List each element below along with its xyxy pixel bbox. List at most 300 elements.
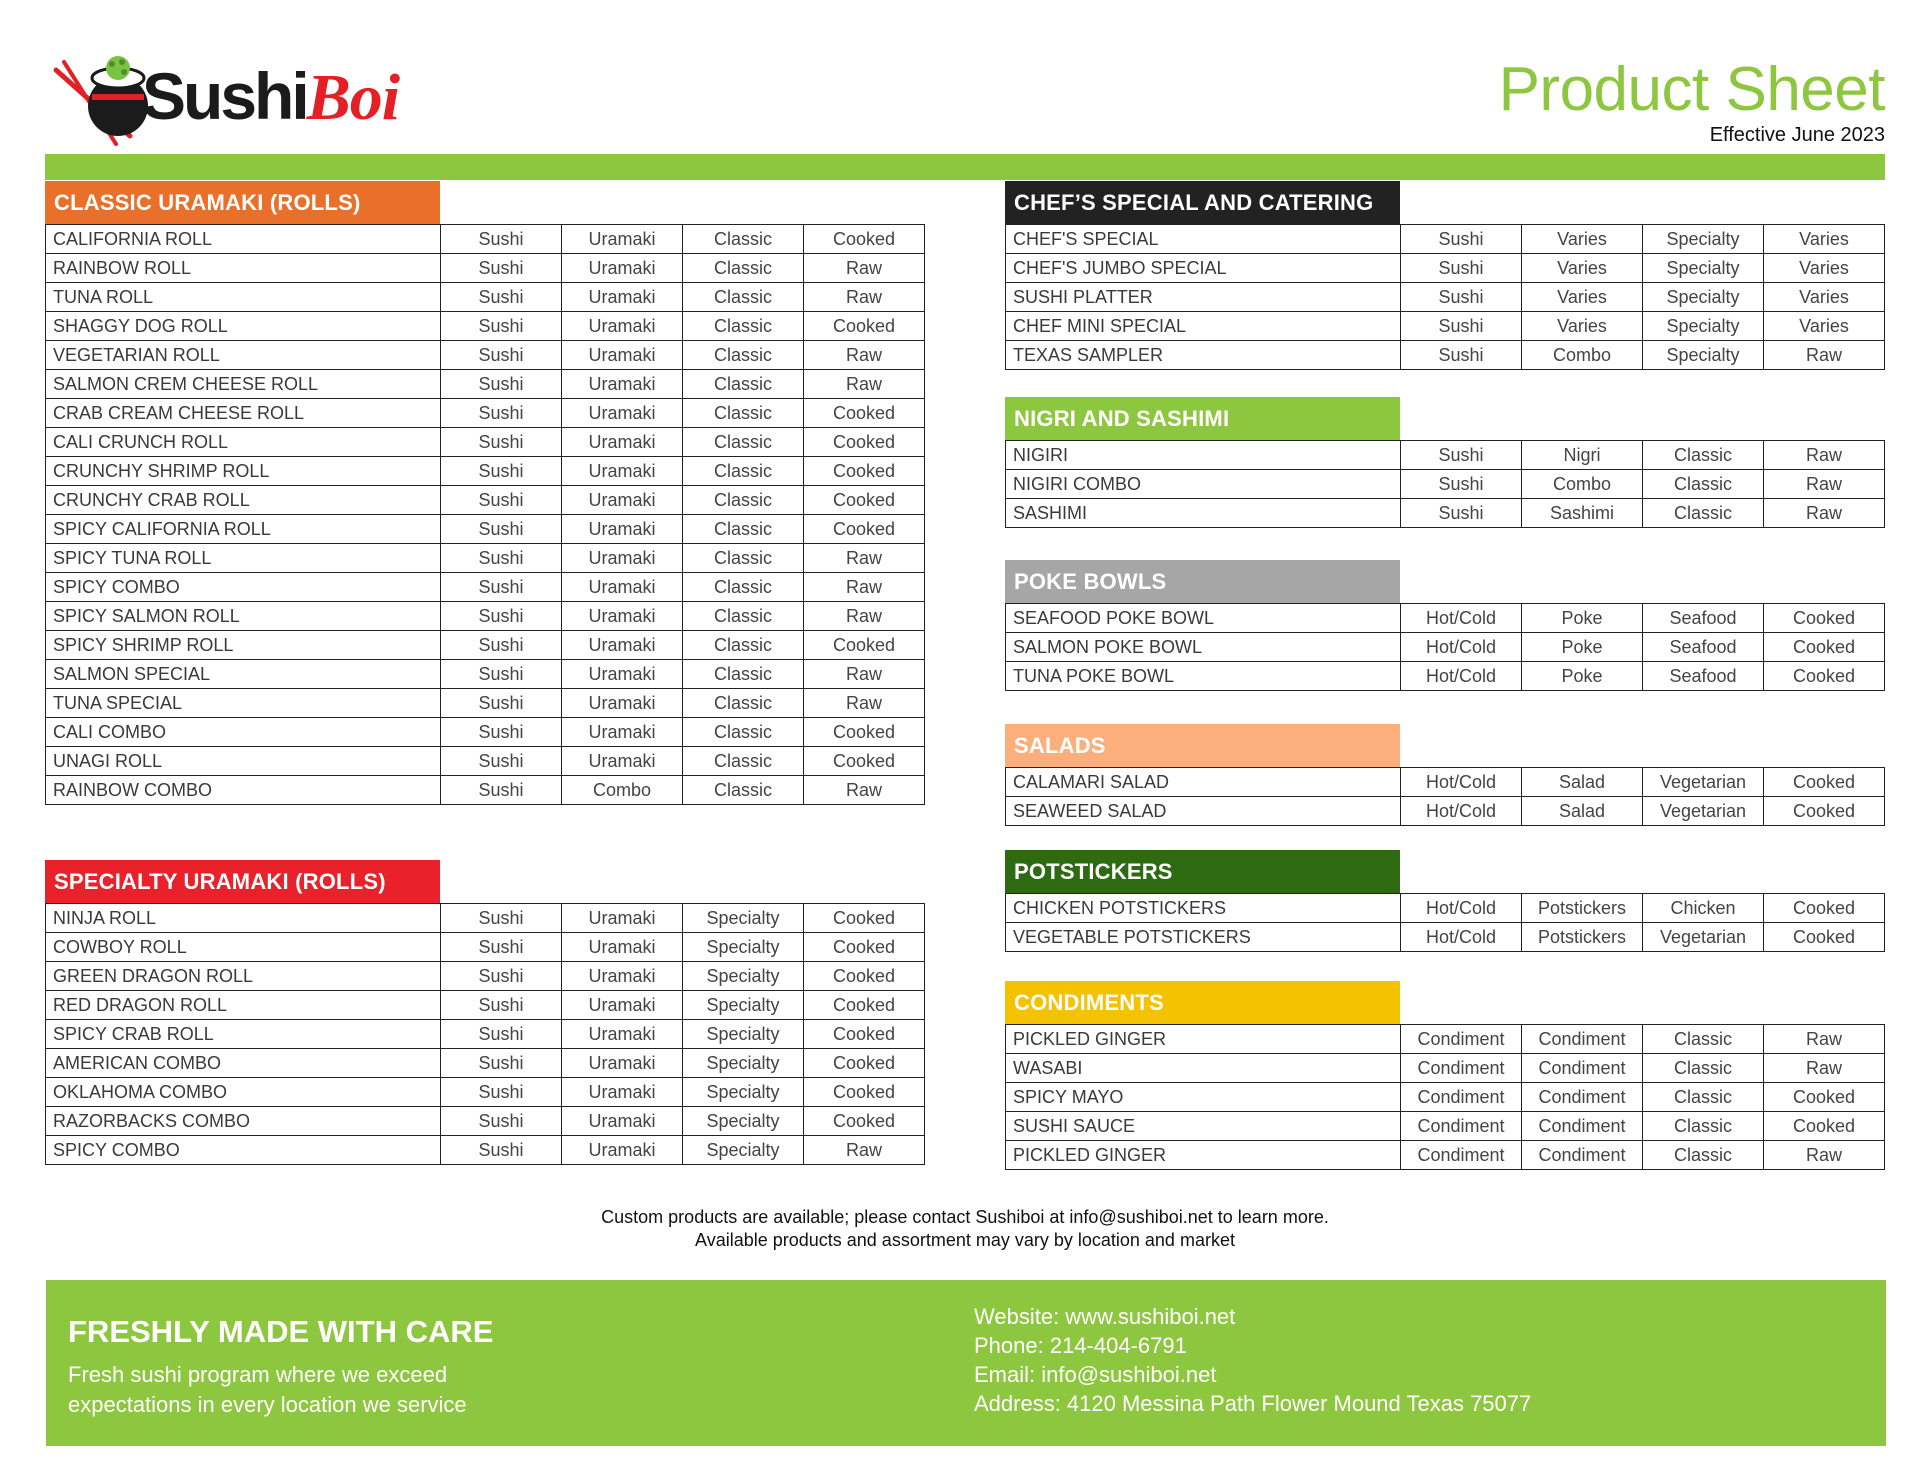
attribute-cell: Sushi: [441, 312, 562, 341]
attribute-cell: Varies: [1764, 254, 1885, 283]
attribute-cell: Cooked: [804, 515, 925, 544]
attribute-cell: Poke: [1522, 604, 1643, 633]
attribute-cell: Vegetarian: [1643, 768, 1764, 797]
attribute-cell: Classic: [1643, 1054, 1764, 1083]
attribute-cell: Classic: [1643, 1083, 1764, 1112]
effective-date: Effective June 2023: [1709, 124, 1885, 146]
product-name-cell: SUSHI PLATTER: [1006, 283, 1401, 312]
product-name-cell: AMERICAN COMBO: [46, 1049, 441, 1078]
attribute-cell: Uramaki: [562, 515, 683, 544]
attribute-cell: Uramaki: [562, 457, 683, 486]
section-nigiri-sashimi: [1005, 397, 1885, 528]
product-name-cell: SEAFOOD POKE BOWL: [1006, 604, 1401, 633]
attribute-cell: Raw: [804, 1136, 925, 1165]
table-row: [46, 225, 925, 254]
attribute-cell: Uramaki: [562, 689, 683, 718]
attribute-cell: Classic: [1643, 1112, 1764, 1141]
attribute-cell: Cooked: [804, 399, 925, 428]
table-row: [1006, 254, 1885, 283]
attribute-cell: Sushi: [441, 631, 562, 660]
product-name-cell: NINJA ROLL: [46, 904, 441, 933]
attribute-cell: Uramaki: [562, 747, 683, 776]
attribute-cell: Varies: [1522, 225, 1643, 254]
table-row: [46, 1020, 925, 1049]
product-name-cell: RAZORBACKS COMBO: [46, 1107, 441, 1136]
attribute-cell: Condiment: [1401, 1141, 1522, 1170]
attribute-cell: Condiment: [1522, 1112, 1643, 1141]
product-name-cell: SALMON POKE BOWL: [1006, 633, 1401, 662]
attribute-cell: Classic: [683, 370, 804, 399]
attribute-cell: Sushi: [441, 399, 562, 428]
attribute-cell: Cooked: [804, 1107, 925, 1136]
product-name-cell: CHICKEN POTSTICKERS: [1006, 894, 1401, 923]
section-classic-uramaki: [45, 181, 925, 805]
product-name-cell: CALI COMBO: [46, 718, 441, 747]
attribute-cell: Uramaki: [562, 631, 683, 660]
attribute-cell: Cooked: [804, 904, 925, 933]
attribute-cell: Sushi: [1401, 341, 1522, 370]
attribute-cell: Varies: [1764, 283, 1885, 312]
product-name-cell: SASHIMI: [1006, 499, 1401, 528]
table-row: [46, 457, 925, 486]
attribute-cell: Condiment: [1401, 1054, 1522, 1083]
attribute-cell: Sushi: [441, 341, 562, 370]
table-row: [1006, 283, 1885, 312]
product-table: [1005, 1024, 1885, 1170]
table-row: [46, 486, 925, 515]
table-row: [46, 776, 925, 805]
attribute-cell: Classic: [683, 631, 804, 660]
attribute-cell: Classic: [1643, 470, 1764, 499]
footer-email: Email: info@sushiboi.net: [974, 1362, 1217, 1387]
attribute-cell: Potstickers: [1522, 923, 1643, 952]
attribute-cell: Sushi: [441, 370, 562, 399]
section-potstickers: [1005, 850, 1885, 952]
attribute-cell: Varies: [1764, 312, 1885, 341]
attribute-cell: Sushi: [1401, 225, 1522, 254]
attribute-cell: Cooked: [804, 225, 925, 254]
attribute-cell: Sushi: [441, 991, 562, 1020]
attribute-cell: Sushi: [1401, 441, 1522, 470]
attribute-cell: Cooked: [804, 1078, 925, 1107]
section-title: POTSTICKERS: [1005, 850, 1400, 893]
attribute-cell: Varies: [1522, 312, 1643, 341]
attribute-cell: Uramaki: [562, 544, 683, 573]
attribute-cell: Uramaki: [562, 225, 683, 254]
table-row: [46, 933, 925, 962]
attribute-cell: Classic: [683, 718, 804, 747]
attribute-cell: Uramaki: [562, 991, 683, 1020]
attribute-cell: Sushi: [441, 1020, 562, 1049]
footer-contact: [974, 1302, 1531, 1418]
table-row: [1006, 894, 1885, 923]
attribute-cell: Sushi: [441, 283, 562, 312]
attribute-cell: Varies: [1522, 254, 1643, 283]
footer-tagline-line-2: expectations in every location we service: [68, 1392, 467, 1417]
product-name-cell: CALI CRUNCH ROLL: [46, 428, 441, 457]
attribute-cell: Sushi: [441, 962, 562, 991]
table-row: [1006, 1025, 1885, 1054]
attribute-cell: Hot/Cold: [1401, 633, 1522, 662]
attribute-cell: Condiment: [1401, 1083, 1522, 1112]
attribute-cell: Potstickers: [1522, 894, 1643, 923]
brand-logo: [52, 48, 412, 158]
attribute-cell: Sushi: [441, 457, 562, 486]
product-table: [1005, 893, 1885, 952]
attribute-cell: Sushi: [441, 254, 562, 283]
section-title: NIGRI AND SASHIMI: [1005, 397, 1400, 440]
table-row: [1006, 923, 1885, 952]
table-row: [46, 1107, 925, 1136]
attribute-cell: Poke: [1522, 633, 1643, 662]
attribute-cell: Classic: [683, 660, 804, 689]
product-name-cell: TUNA ROLL: [46, 283, 441, 312]
attribute-cell: Nigri: [1522, 441, 1643, 470]
attribute-cell: Specialty: [683, 962, 804, 991]
attribute-cell: Classic: [683, 399, 804, 428]
attribute-cell: Classic: [1643, 499, 1764, 528]
product-name-cell: VEGETARIAN ROLL: [46, 341, 441, 370]
attribute-cell: Specialty: [683, 904, 804, 933]
attribute-cell: Classic: [1643, 1141, 1764, 1170]
product-name-cell: TEXAS SAMPLER: [1006, 341, 1401, 370]
product-name-cell: CHEF MINI SPECIAL: [1006, 312, 1401, 341]
product-name-cell: CRUNCHY CRAB ROLL: [46, 486, 441, 515]
attribute-cell: Seafood: [1643, 662, 1764, 691]
table-row: [46, 1136, 925, 1165]
attribute-cell: Classic: [683, 602, 804, 631]
attribute-cell: Condiment: [1401, 1112, 1522, 1141]
attribute-cell: Cooked: [1764, 768, 1885, 797]
product-name-cell: TUNA SPECIAL: [46, 689, 441, 718]
attribute-cell: Classic: [683, 457, 804, 486]
table-row: [46, 254, 925, 283]
attribute-cell: Uramaki: [562, 1020, 683, 1049]
product-name-cell: SPICY COMBO: [46, 1136, 441, 1165]
attribute-cell: Uramaki: [562, 370, 683, 399]
attribute-cell: Uramaki: [562, 341, 683, 370]
section-title: SALADS: [1005, 724, 1400, 767]
table-row: [46, 689, 925, 718]
table-row: [1006, 312, 1885, 341]
attribute-cell: Sushi: [441, 660, 562, 689]
footer-tagline: [68, 1360, 588, 1420]
attribute-cell: Sushi: [441, 747, 562, 776]
attribute-cell: Varies: [1522, 283, 1643, 312]
attribute-cell: Classic: [683, 283, 804, 312]
attribute-cell: Raw: [804, 341, 925, 370]
attribute-cell: Vegetarian: [1643, 797, 1764, 826]
attribute-cell: Hot/Cold: [1401, 768, 1522, 797]
attribute-cell: Sushi: [1401, 283, 1522, 312]
product-name-cell: RAINBOW ROLL: [46, 254, 441, 283]
product-name-cell: SPICY SALMON ROLL: [46, 602, 441, 631]
table-row: [1006, 768, 1885, 797]
attribute-cell: Sashimi: [1522, 499, 1643, 528]
notes-line-1: Custom products are available; please contact Sushiboi at info@sushiboi.net to learn more.: [601, 1207, 1329, 1227]
attribute-cell: Hot/Cold: [1401, 662, 1522, 691]
attribute-cell: Raw: [1764, 1141, 1885, 1170]
product-name-cell: CHEF'S SPECIAL: [1006, 225, 1401, 254]
section-chefs-special: [1005, 181, 1885, 370]
attribute-cell: Varies: [1764, 225, 1885, 254]
table-row: [1006, 341, 1885, 370]
table-row: [46, 370, 925, 399]
attribute-cell: Uramaki: [562, 1078, 683, 1107]
attribute-cell: Chicken: [1643, 894, 1764, 923]
attribute-cell: Combo: [562, 776, 683, 805]
attribute-cell: Specialty: [683, 1078, 804, 1107]
attribute-cell: Raw: [804, 689, 925, 718]
product-table: [1005, 224, 1885, 370]
attribute-cell: Cooked: [1764, 633, 1885, 662]
table-row: [46, 718, 925, 747]
section-title: SPECIALTY URAMAKI (ROLLS): [45, 860, 440, 903]
product-name-cell: PICKLED GINGER: [1006, 1141, 1401, 1170]
table-row: [46, 1078, 925, 1107]
product-table: [45, 224, 925, 805]
attribute-cell: Cooked: [1764, 923, 1885, 952]
attribute-cell: Condiment: [1401, 1025, 1522, 1054]
attribute-cell: Specialty: [683, 1049, 804, 1078]
attribute-cell: Sushi: [1401, 470, 1522, 499]
product-name-cell: CRAB CREAM CHEESE ROLL: [46, 399, 441, 428]
attribute-cell: Raw: [1764, 470, 1885, 499]
product-name-cell: CALAMARI SALAD: [1006, 768, 1401, 797]
attribute-cell: Cooked: [804, 457, 925, 486]
attribute-cell: Sushi: [441, 225, 562, 254]
table-row: [46, 573, 925, 602]
notes-line-2: Available products and assortment may vary by location and market: [695, 1230, 1235, 1250]
footer-phone: Phone: 214-404-6791: [974, 1333, 1187, 1358]
product-name-cell: SALMON SPECIAL: [46, 660, 441, 689]
section-specialty-uramaki: [45, 860, 925, 1165]
attribute-cell: Raw: [804, 602, 925, 631]
attribute-cell: Hot/Cold: [1401, 923, 1522, 952]
attribute-cell: Cooked: [804, 1049, 925, 1078]
attribute-cell: Classic: [683, 341, 804, 370]
footer-tagline-line-1: Fresh sushi program where we exceed: [68, 1362, 448, 1387]
attribute-cell: Condiment: [1522, 1054, 1643, 1083]
attribute-cell: Specialty: [683, 1136, 804, 1165]
table-row: [46, 962, 925, 991]
attribute-cell: Sushi: [1401, 254, 1522, 283]
attribute-cell: Vegetarian: [1643, 923, 1764, 952]
page-title: Product Sheet: [1498, 55, 1885, 124]
header: [1498, 55, 1885, 147]
attribute-cell: Cooked: [804, 747, 925, 776]
table-row: [46, 341, 925, 370]
product-name-cell: SEAWEED SALAD: [1006, 797, 1401, 826]
table-row: [46, 283, 925, 312]
attribute-cell: Raw: [804, 254, 925, 283]
top-accent-bar: [45, 154, 1885, 180]
attribute-cell: Raw: [804, 370, 925, 399]
attribute-cell: Raw: [1764, 499, 1885, 528]
attribute-cell: Uramaki: [562, 602, 683, 631]
table-row: [46, 602, 925, 631]
attribute-cell: Classic: [683, 544, 804, 573]
attribute-cell: Hot/Cold: [1401, 797, 1522, 826]
attribute-cell: Seafood: [1643, 604, 1764, 633]
attribute-cell: Classic: [683, 486, 804, 515]
attribute-cell: Uramaki: [562, 428, 683, 457]
brand-wordmark: [142, 58, 399, 136]
product-name-cell: NIGIRI: [1006, 441, 1401, 470]
attribute-cell: Condiment: [1522, 1141, 1643, 1170]
attribute-cell: Uramaki: [562, 962, 683, 991]
table-row: [1006, 225, 1885, 254]
attribute-cell: Classic: [1643, 441, 1764, 470]
attribute-cell: Sushi: [441, 1107, 562, 1136]
attribute-cell: Raw: [1764, 1025, 1885, 1054]
product-name-cell: COWBOY ROLL: [46, 933, 441, 962]
product-name-cell: CHEF'S JUMBO SPECIAL: [1006, 254, 1401, 283]
product-table: [1005, 440, 1885, 528]
attribute-cell: Uramaki: [562, 254, 683, 283]
attribute-cell: Uramaki: [562, 1049, 683, 1078]
attribute-cell: Cooked: [804, 631, 925, 660]
attribute-cell: Specialty: [1643, 283, 1764, 312]
attribute-cell: Sushi: [441, 718, 562, 747]
product-name-cell: RAINBOW COMBO: [46, 776, 441, 805]
attribute-cell: Specialty: [1643, 254, 1764, 283]
product-name-cell: TUNA POKE BOWL: [1006, 662, 1401, 691]
product-name-cell: UNAGI ROLL: [46, 747, 441, 776]
table-row: [46, 312, 925, 341]
attribute-cell: Poke: [1522, 662, 1643, 691]
section-salads: [1005, 724, 1885, 826]
product-name-cell: GREEN DRAGON ROLL: [46, 962, 441, 991]
attribute-cell: Uramaki: [562, 660, 683, 689]
attribute-cell: Sushi: [441, 515, 562, 544]
attribute-cell: Hot/Cold: [1401, 894, 1522, 923]
attribute-cell: Raw: [804, 544, 925, 573]
attribute-cell: Specialty: [1643, 225, 1764, 254]
table-row: [46, 631, 925, 660]
attribute-cell: Uramaki: [562, 933, 683, 962]
footer-heading: FRESHLY MADE WITH CARE: [68, 1314, 494, 1349]
product-name-cell: SALMON CREM CHEESE ROLL: [46, 370, 441, 399]
product-name-cell: SPICY CRAB ROLL: [46, 1020, 441, 1049]
footer-website: Website: www.sushiboi.net: [974, 1304, 1236, 1329]
product-name-cell: PICKLED GINGER: [1006, 1025, 1401, 1054]
attribute-cell: Cooked: [1764, 604, 1885, 633]
attribute-cell: Uramaki: [562, 718, 683, 747]
attribute-cell: Salad: [1522, 768, 1643, 797]
product-name-cell: OKLAHOMA COMBO: [46, 1078, 441, 1107]
product-name-cell: NIGIRI COMBO: [1006, 470, 1401, 499]
product-name-cell: RED DRAGON ROLL: [46, 991, 441, 1020]
product-name-cell: WASABI: [1006, 1054, 1401, 1083]
attribute-cell: Classic: [683, 254, 804, 283]
attribute-cell: Sushi: [441, 1049, 562, 1078]
attribute-cell: Classic: [683, 515, 804, 544]
attribute-cell: Sushi: [441, 904, 562, 933]
section-title: CONDIMENTS: [1005, 981, 1400, 1024]
attribute-cell: Sushi: [441, 776, 562, 805]
brand-name-sushi: Sushi: [142, 59, 307, 133]
attribute-cell: Uramaki: [562, 1136, 683, 1165]
table-row: [46, 904, 925, 933]
table-row: [1006, 441, 1885, 470]
attribute-cell: Specialty: [683, 991, 804, 1020]
section-title: CLASSIC URAMAKI (ROLLS): [45, 181, 440, 224]
attribute-cell: Specialty: [683, 1020, 804, 1049]
attribute-cell: Classic: [683, 312, 804, 341]
product-name-cell: VEGETABLE POTSTICKERS: [1006, 923, 1401, 952]
table-row: [46, 660, 925, 689]
attribute-cell: Uramaki: [562, 486, 683, 515]
attribute-cell: Uramaki: [562, 1107, 683, 1136]
attribute-cell: Condiment: [1522, 1025, 1643, 1054]
table-row: [1006, 1112, 1885, 1141]
attribute-cell: Combo: [1522, 470, 1643, 499]
attribute-cell: Cooked: [1764, 894, 1885, 923]
attribute-cell: Sushi: [441, 544, 562, 573]
product-name-cell: CRUNCHY SHRIMP ROLL: [46, 457, 441, 486]
attribute-cell: Classic: [683, 225, 804, 254]
attribute-cell: Sushi: [441, 428, 562, 457]
attribute-cell: Sushi: [441, 1136, 562, 1165]
table-row: [46, 428, 925, 457]
attribute-cell: Sushi: [441, 486, 562, 515]
attribute-cell: Uramaki: [562, 312, 683, 341]
table-row: [1006, 1141, 1885, 1170]
attribute-cell: Uramaki: [562, 573, 683, 602]
attribute-cell: Salad: [1522, 797, 1643, 826]
table-row: [46, 399, 925, 428]
attribute-cell: Hot/Cold: [1401, 604, 1522, 633]
section-poke-bowls: [1005, 560, 1885, 691]
attribute-cell: Uramaki: [562, 283, 683, 312]
attribute-cell: Cooked: [804, 991, 925, 1020]
attribute-cell: Raw: [1764, 441, 1885, 470]
attribute-cell: Raw: [1764, 341, 1885, 370]
attribute-cell: Cooked: [804, 718, 925, 747]
product-table: [1005, 603, 1885, 691]
attribute-cell: Raw: [804, 776, 925, 805]
attribute-cell: Raw: [804, 660, 925, 689]
attribute-cell: Cooked: [804, 962, 925, 991]
attribute-cell: Cooked: [804, 933, 925, 962]
attribute-cell: Specialty: [683, 933, 804, 962]
attribute-cell: Uramaki: [562, 904, 683, 933]
table-row: [1006, 604, 1885, 633]
attribute-cell: Classic: [683, 747, 804, 776]
section-title: POKE BOWLS: [1005, 560, 1400, 603]
table-row: [46, 515, 925, 544]
table-row: [1006, 499, 1885, 528]
section-condiments: [1005, 981, 1885, 1170]
product-table: [1005, 767, 1885, 826]
table-row: [1006, 1083, 1885, 1112]
table-row: [46, 1049, 925, 1078]
attribute-cell: Classic: [683, 776, 804, 805]
attribute-cell: Cooked: [1764, 1083, 1885, 1112]
table-row: [46, 991, 925, 1020]
attribute-cell: Cooked: [804, 312, 925, 341]
attribute-cell: Cooked: [1764, 797, 1885, 826]
attribute-cell: Uramaki: [562, 399, 683, 428]
product-name-cell: SUSHI SAUCE: [1006, 1112, 1401, 1141]
attribute-cell: Sushi: [1401, 312, 1522, 341]
attribute-cell: Sushi: [441, 933, 562, 962]
product-name-cell: SPICY SHRIMP ROLL: [46, 631, 441, 660]
footer-address: Address: 4120 Messina Path Flower Mound Texas 75077: [974, 1391, 1532, 1416]
notes: [45, 1206, 1885, 1252]
product-name-cell: SPICY CALIFORNIA ROLL: [46, 515, 441, 544]
